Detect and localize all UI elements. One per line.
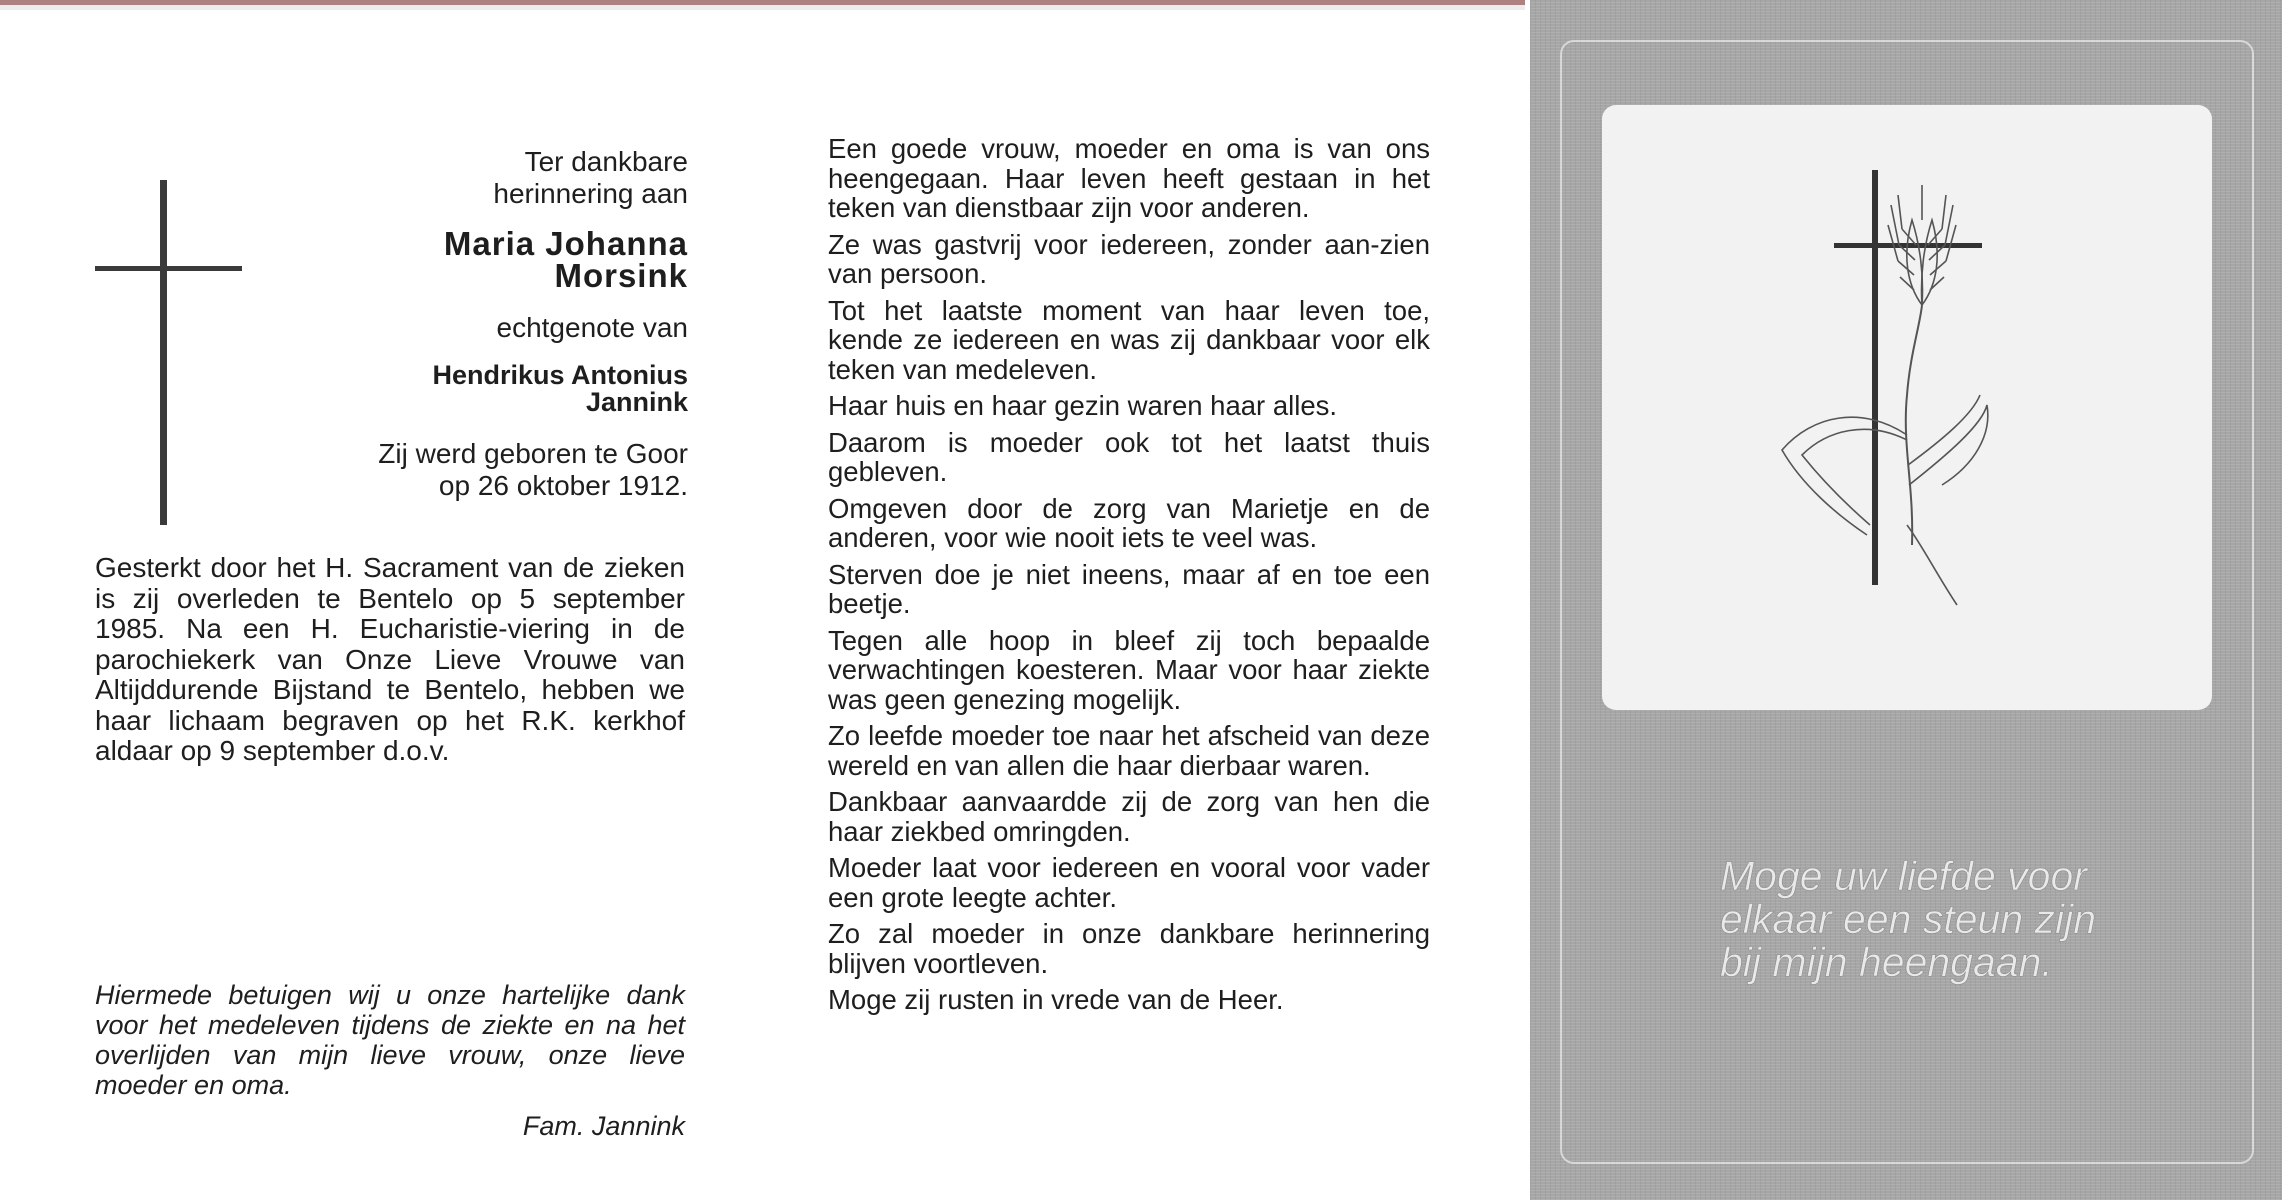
relation-label: echtgenote van: [496, 312, 688, 343]
poem-paragraph: Moge zij rusten in vrede van de Heer.: [828, 984, 1284, 1015]
cross-icon: [160, 180, 167, 525]
poem-paragraph: Haar huis en haar gezin waren haar alles.: [828, 390, 1338, 421]
poem-paragraph: Een goede vrouw, moeder en oma is van ons heengegaan. Haar leven heeft gestaan in het teken van dienstbaar zijn voor anderen.: [828, 133, 1430, 223]
cover-image-box: [1602, 105, 2212, 710]
thanks-text: Hiermede betuigen wij u onze hartelijke dank voor het medeleven tijdens de ziekte en na het overlijden van mijn lieve vrouw, onze lieve moeder en oma.: [95, 980, 685, 1100]
poem-paragraph: Sterven doe je niet ineens, maar af en toe een beetje.: [828, 558, 1430, 619]
spouse-name-first: Hendrikus Antonius: [432, 360, 688, 390]
poem-paragraph: Ze was gastvrij voor iedereen, zonder aan-zien van persoon.: [828, 228, 1430, 289]
death-notice: Gesterkt door het H. Sacrament van de zieken is zij overleden te Bentelo op 5 september 1985. Na een H. Eucharistie-viering in de parochiekerk van Onze Lieve Vrouwe van Altijddurende Bijstand te Bentelo, hebben we haar lichaam begraven op het R.K. kerkhof aldaar op 9 september d.o.v.: [95, 552, 685, 766]
cover-quote: [1720, 855, 2200, 984]
cross-icon-bar: [95, 266, 242, 271]
memorial-header: [300, 146, 688, 502]
deceased-name-first: Maria Johanna: [443, 225, 688, 262]
poem-paragraph: Tot het laatste moment van haar leven toe, kende ze iedereen en was zij dankbaar voor elk teken van medeleven.: [828, 294, 1430, 385]
poem-paragraph: Moeder laat voor iedereen en vooral voor vader een grote leegte achter.: [828, 852, 1430, 913]
poem-panel: [828, 134, 1430, 1022]
cover-panel: [1530, 0, 2282, 1200]
cover-quote-line: elkaar een steun zijn: [1720, 896, 2097, 942]
left-panel: [0, 0, 770, 1200]
poem-paragraph: Dankbaar aanvaardde zij de zorg van hen die haar ziekbed omringden.: [828, 786, 1430, 847]
poem-paragraph: Daarom is moeder ook tot het laatst thuis gebleven.: [828, 426, 1430, 487]
birth-line-2: op 26 oktober 1912.: [438, 470, 688, 501]
spouse-name-last: Jannink: [585, 387, 688, 417]
poem-paragraph: Zo leefde moeder toe naar het afscheid van deze wereld en van allen die haar dierbaar waren.: [828, 720, 1430, 781]
birth-line-1: Zij werd geboren te Goor: [378, 438, 688, 469]
cover-quote-line: bij mijn heengaan.: [1720, 939, 2053, 985]
poem-paragraph: Omgeven door de zorg van Marietje en de anderen, voor wie nooit iets te veel was.: [828, 492, 1430, 553]
poem-paragraph: Zo zal moeder in onze dankbare herinnering blijven voortleven.: [828, 918, 1430, 979]
poem-paragraph: Tegen alle hoop in bleef zij toch bepaalde verwachtingen koesteren. Maar voor haar ziekte was geen genezing mogelijk.: [828, 624, 1430, 715]
intro-line-1: Ter dankbare: [524, 146, 688, 177]
cover-quote-line: Moge uw liefde voor: [1720, 853, 2087, 899]
deceased-name-last: Morsink: [554, 257, 688, 294]
signature: Fam. Jannink: [522, 1111, 685, 1141]
intro-line-2: herinnering aan: [493, 178, 688, 209]
cross-wheat-icon: [1602, 105, 2212, 710]
